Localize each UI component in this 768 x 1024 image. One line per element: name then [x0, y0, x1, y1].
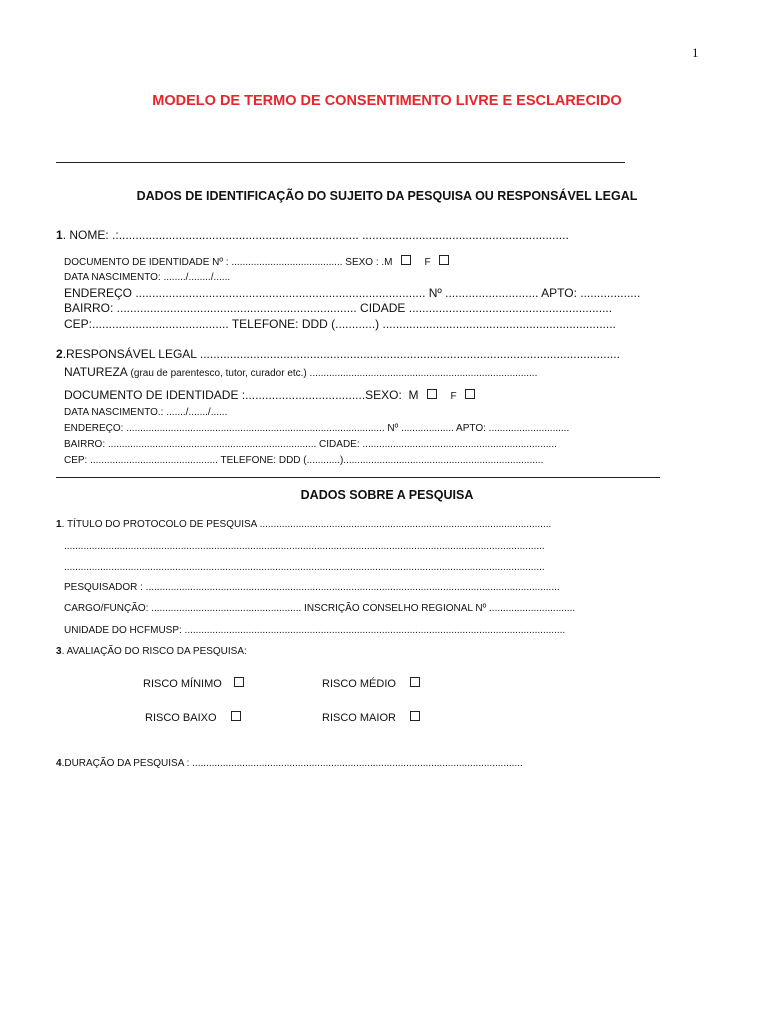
section-heading-research: DADOS SOBRE A PESQUISA [300, 488, 474, 502]
sexo-m-checkbox[interactable] [427, 389, 437, 399]
risco-minimo-option[interactable] [143, 677, 244, 690]
risco-minimo-label: RISCO MÍNIMO [143, 678, 222, 690]
cargo-field[interactable]: CARGO/FUNÇÃO: ...................................................... INSCRIÇÃO CONSELHO REGIONAL Nº ............................... [64, 603, 576, 614]
avaliacao-heading [56, 646, 247, 658]
top-divider [56, 162, 625, 163]
duracao-field[interactable] [56, 758, 523, 770]
item-number: 2 [56, 347, 63, 361]
responsavel-label: .RESPONSÁVEL LEGAL .............................................................................................................................. [62, 347, 620, 361]
risco-medio-checkbox[interactable] [410, 677, 420, 687]
risco-medio-option[interactable] [322, 677, 420, 690]
titulo-continuation-2[interactable]: ............................................................................................................................................................................. [64, 562, 545, 573]
risco-medio-label: RISCO MÉDIO [322, 678, 396, 690]
sexo-f-checkbox[interactable] [439, 255, 449, 265]
risco-maior-label: RISCO MAIOR [322, 712, 396, 724]
documento-resp-label: DOCUMENTO DE IDENTIDADE :....................................SEXO: M [64, 388, 419, 402]
risco-baixo-option[interactable] [145, 711, 241, 724]
sexo-f-checkbox[interactable] [465, 389, 475, 399]
item-number: 1 [56, 228, 63, 242]
bairro-field[interactable]: BAIRRO: ........................................................................ CIDADE ............................................................. [64, 301, 613, 315]
cep-resp-field[interactable]: CEP: .............................................. TELEFONE: DDD (............)........................................................................ [64, 455, 544, 466]
section-heading-identification: DADOS DE IDENTIFICAÇÃO DO SUJEITO DA PESQUISA OU RESPONSÁVEL LEGAL [136, 189, 638, 203]
titulo-continuation-1[interactable]: ............................................................................................................................................................................. [64, 541, 545, 552]
page-number: 1 [692, 45, 699, 60]
sexo-f-label: F [450, 391, 457, 402]
section-divider [56, 477, 660, 478]
nome-label: . NOME: .:........................................................................ .............................................................. [62, 228, 569, 242]
sexo-f-label: F [424, 257, 431, 268]
titulo-field[interactable] [56, 519, 551, 531]
endereco-resp-field[interactable]: ENDEREÇO: ............................................................................................. Nº ................... APTO: ............................. [64, 423, 570, 434]
documento-field[interactable] [64, 255, 449, 269]
risco-baixo-checkbox[interactable] [231, 711, 241, 721]
natureza-label: NATUREZA [64, 365, 128, 379]
item-number: 1 [56, 519, 62, 530]
documento-resp-field[interactable] [64, 389, 475, 403]
risco-maior-option[interactable] [322, 711, 420, 724]
nascimento-resp-field[interactable]: DATA NASCIMENTO.: ......./......./...... [64, 407, 228, 418]
bairro-resp-field[interactable]: BAIRRO: ........................................................................... CIDADE: ...................................................................... [64, 439, 557, 450]
endereco-field[interactable]: ENDEREÇO ....................................................................................... Nº ............................ APTO: .................. [64, 286, 641, 300]
cep-field[interactable]: CEP:......................................... TELEFONE: DDD (............) ...................................................................... [64, 317, 616, 331]
natureza-field[interactable] [64, 363, 537, 381]
risco-baixo-label: RISCO BAIXO [145, 712, 217, 724]
natureza-hint: (grau de parentesco, tutor, curador etc.) .................................................................................. [127, 368, 538, 379]
risco-maior-checkbox[interactable] [410, 711, 420, 721]
nome-field[interactable] [56, 229, 569, 243]
item-number: 4 [56, 758, 62, 769]
avaliacao-label: . AVALIAÇÃO DO RISCO DA PESQUISA: [61, 646, 247, 657]
unidade-field[interactable]: UNIDADE DO HCFMUSP: ......................................................................................................................................... [64, 625, 566, 636]
nascimento-field[interactable]: DATA NASCIMENTO: ......../......../...... [64, 272, 231, 283]
responsavel-field[interactable] [56, 348, 620, 362]
duracao-label: .DURAÇÃO DA PESQUISA : ....................................................................................................................... [61, 758, 523, 769]
titulo-label: . TÍTULO DO PROTOCOLO DE PESQUISA ......................................................................................................... [61, 519, 552, 530]
pesquisador-field[interactable]: PESQUISADOR : ..................................................................................................................................................... [64, 582, 560, 593]
document-title: MODELO DE TERMO DE CONSENTIMENTO LIVRE E ESCLARECIDO [152, 93, 622, 109]
item-number: 3 [56, 646, 62, 657]
risco-minimo-checkbox[interactable] [234, 677, 244, 687]
sexo-m-checkbox[interactable] [401, 255, 411, 265]
documento-label: DOCUMENTO DE IDENTIDADE Nº : ........................................ SEXO : .M [64, 257, 393, 268]
